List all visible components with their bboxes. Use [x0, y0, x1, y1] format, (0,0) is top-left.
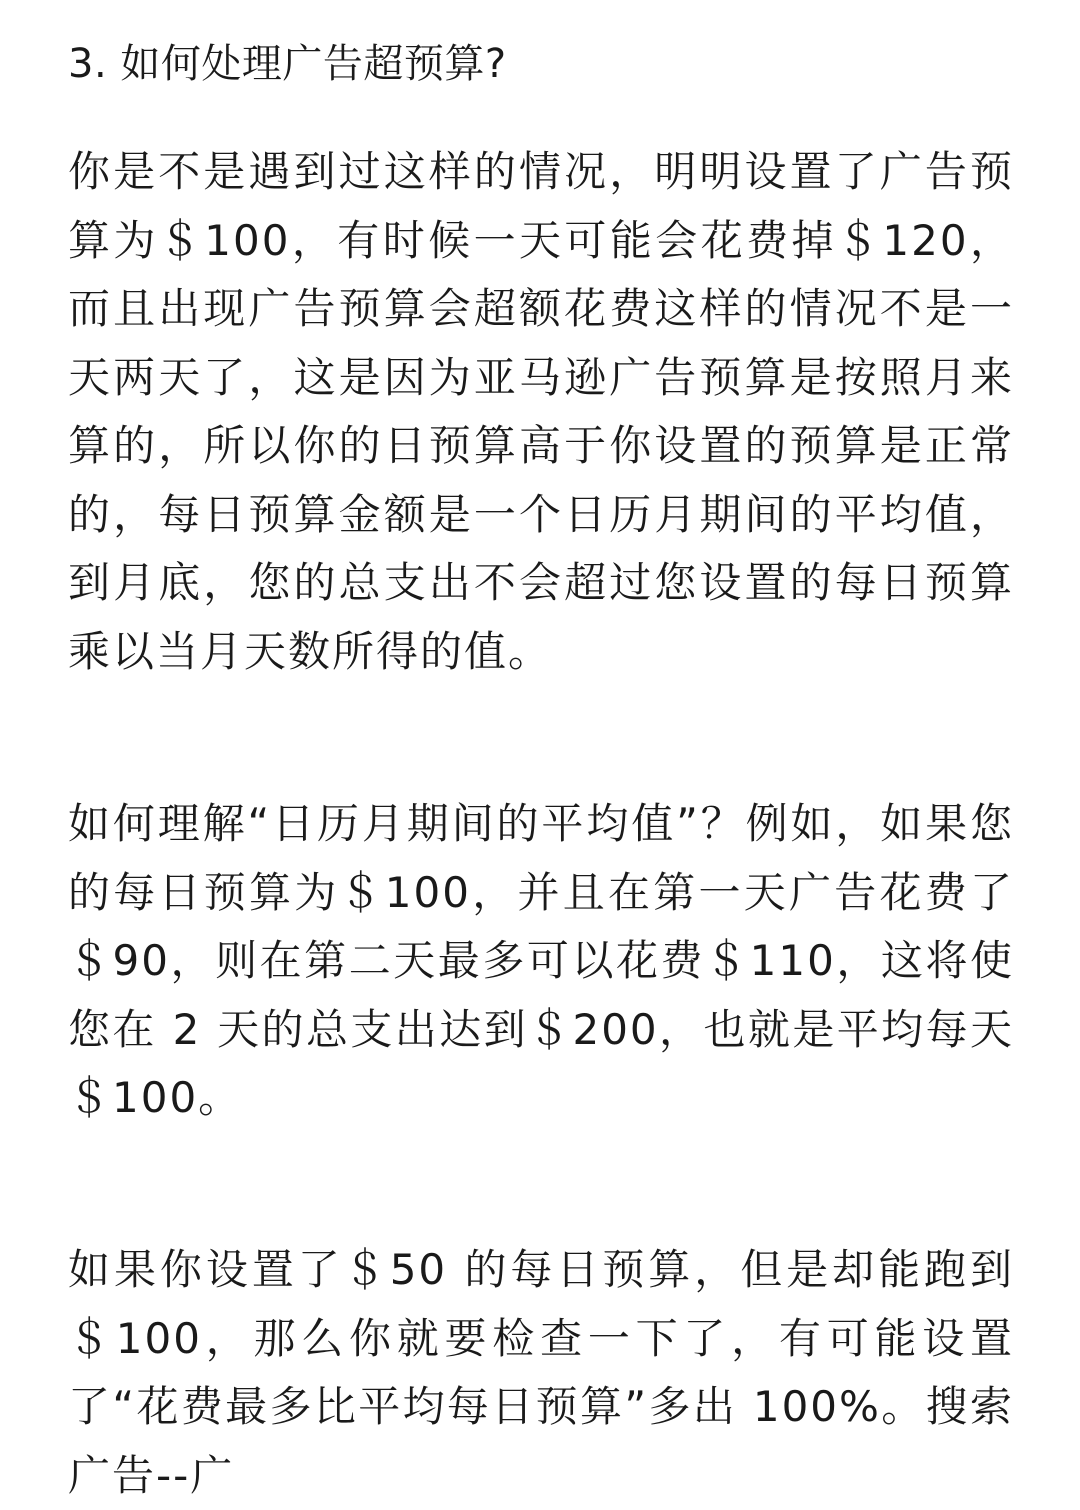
section-heading: 3. 如何处理广告超预算?: [68, 41, 507, 87]
paragraph-check-settings: 如果你设置了＄50 的每日预算，但是却能跑到＄100，那么你就要检查一下了，有可能设置了“花费最多比平均每日预算”多出 100%。搜索广告--广: [68, 1245, 1014, 1500]
paragraph-budget-overspend: 你是不是遇到过这样的情况，明明设置了广告预算为＄100，有时候一天可能会花费掉＄120，而且出现广告预算会超额花费这样的情况不是一天两天了，这是因为亚马逊广告预算是按照月来算的，所以你的日预算高于你设置的预算是正常的，每日预算金额是一个日历月期间的平均值，到月底，您的总支出不会超过您设置的每日预算乘以当月天数所得的值。: [68, 147, 1014, 676]
paragraph-monthly-average: 如何理解“日历月期间的平均值”？例如，如果您的每日预算为＄100，并且在第一天广告花费了＄90，则在第二天最多可以花费＄110，这将使您在 2 天的总支出达到＄200，也就是平均每天＄100。: [68, 799, 1014, 1122]
